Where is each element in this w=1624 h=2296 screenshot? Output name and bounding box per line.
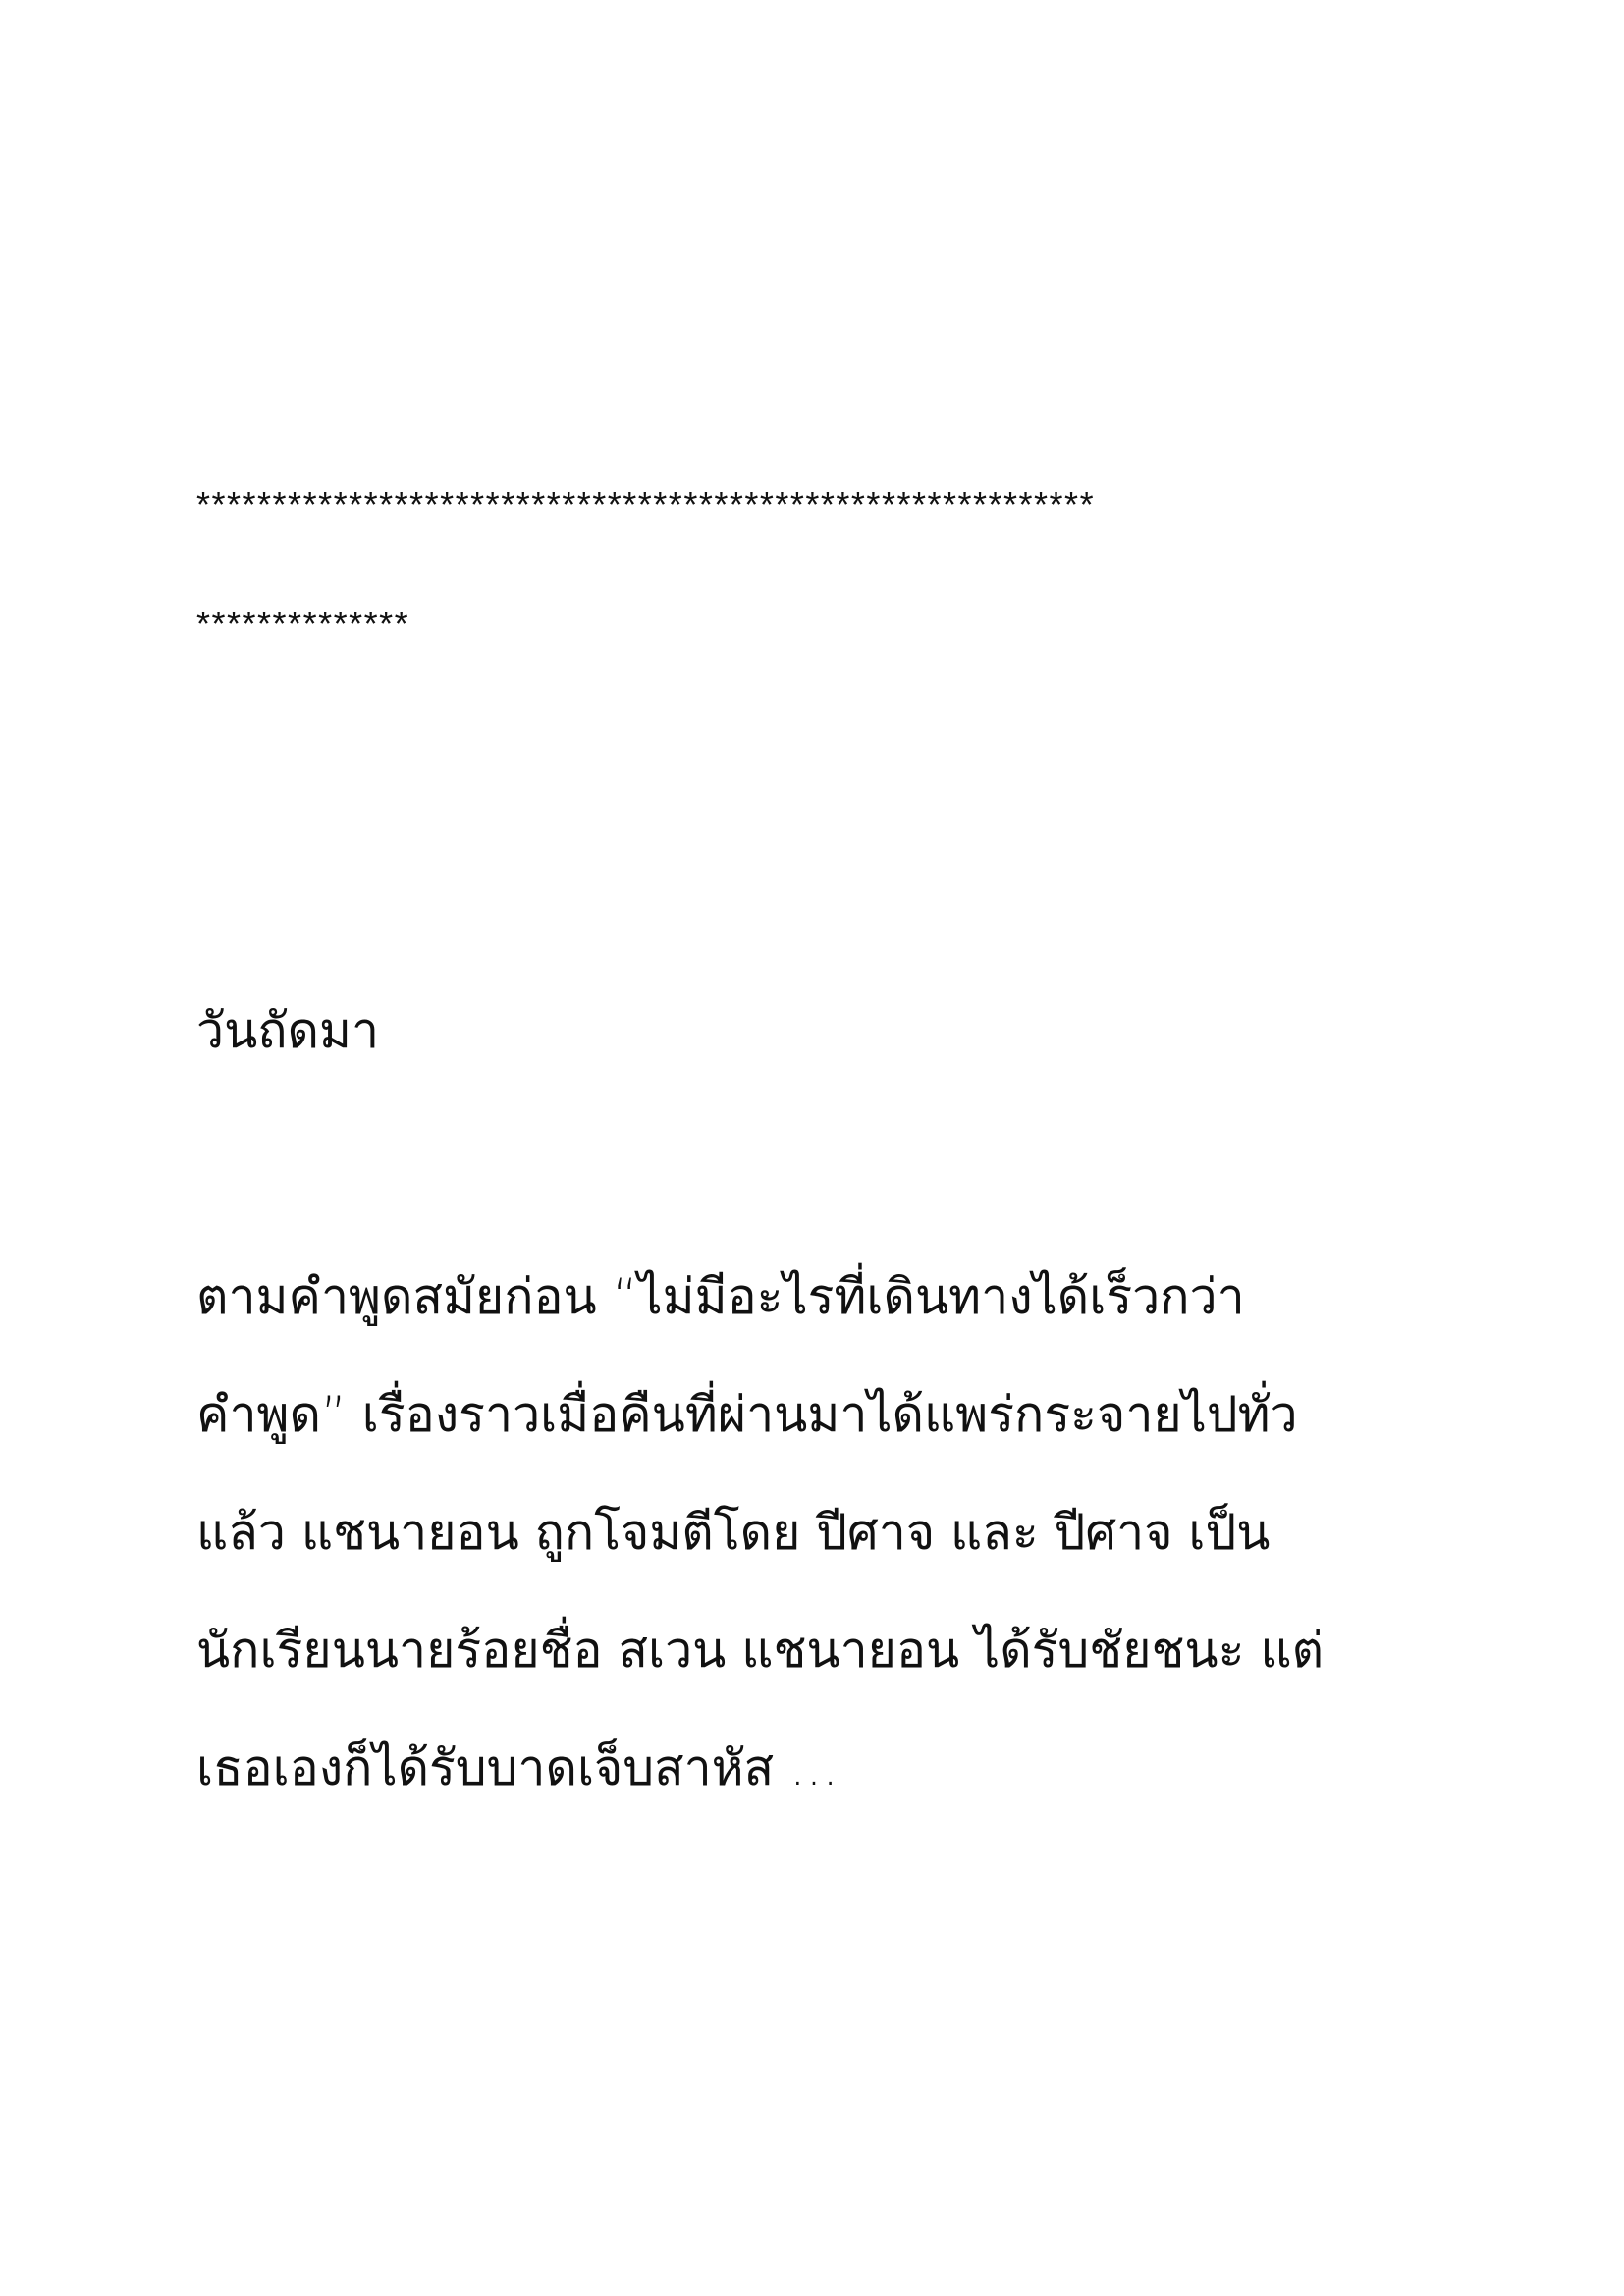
paragraph-line: นักเรียนนายร้อยชื่อ สเวน แชนายอน ได้รับชัยชนะ แต่ xyxy=(196,1622,1325,1679)
paragraph-line: ตามคำพูดสมัยก่อน “ไม่มีอะไรที่เดินทางได้เร็วกว่า xyxy=(196,1268,1245,1325)
paragraph-line: แล้ว แชนายอน ถูกโจมตีโดย ปีศาจ และ ปีศาจ เป็น xyxy=(196,1504,1271,1561)
separator-line: *********************************************************** xyxy=(196,484,1096,524)
separator-line: ************** xyxy=(196,604,410,644)
paragraph-line: เธอเองก็ได้รับบาดเจ็บสาหัส … xyxy=(196,1739,839,1796)
paragraph-line: คำพูด” เรื่องราวเมื่อคืนที่ผ่านมาได้แพร่กระจายไปทั่ว xyxy=(196,1386,1298,1443)
section-heading: วันถัดมา xyxy=(196,1002,380,1059)
body-paragraph xyxy=(196,1268,1434,1861)
